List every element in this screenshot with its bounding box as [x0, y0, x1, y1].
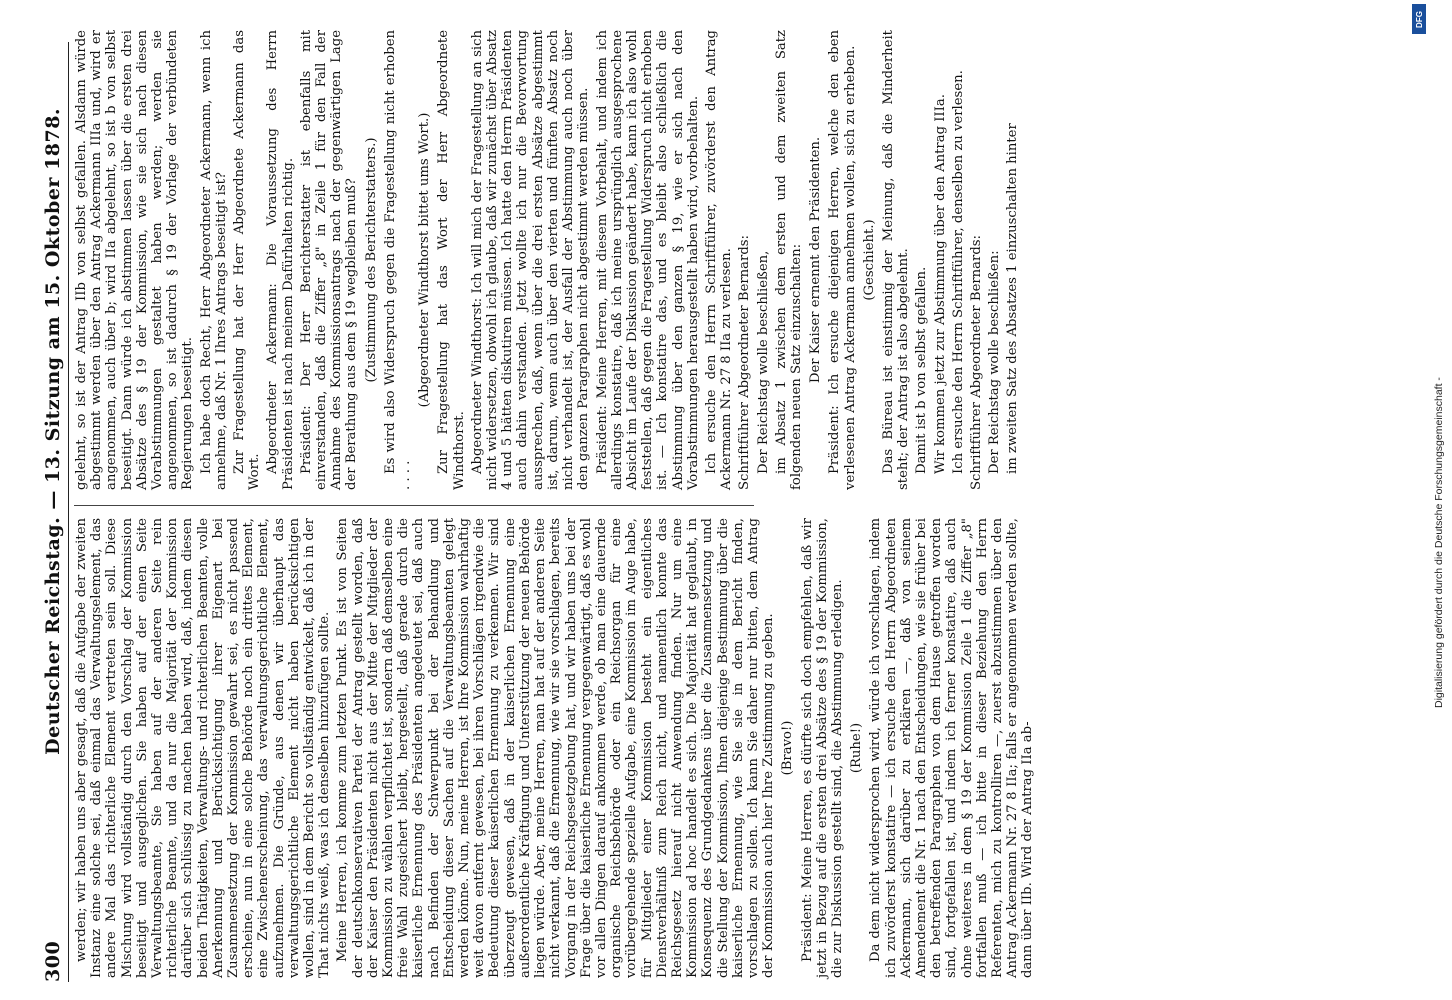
- paragraph: Abgeordneter Ackermann: Die Voraussetzung des Herrn Präsidenten ist nach meinem Dafürhalten richtig.: [265, 30, 296, 490]
- paragraph: gelehnt, so ist der Antrag IIb von selbst gefallen. Alsdann würde abgestimmt werden über den Antrag Ackermann IIIa und, wird er angenommen, auch über b; wird IIa abgelehnt, so ist b von selbst beseitigt. Dann würde ich abstimmen lassen über die ersten drei Absätze des § 19 der Kommission, wie sie sich nach diesen Vorabstimmungen gestaltet haben werden; werden sie angenommen, so ist dadurch § 19 der Vorlage der verbündeten Regierungen beseitigt.: [74, 30, 196, 490]
- right-column: [74, 30, 1021, 490]
- paragraph: Zur Fragestellung hat der Herr Abgeordnete Ackermann das Wort.: [232, 30, 263, 490]
- interjection: (Geschieht.): [861, 219, 877, 301]
- speaker-line: Schriftführer Abgeordneter Bernards:: [968, 235, 984, 490]
- paragraph: Der Kaiser ernennt den Präsidenten.: [808, 136, 824, 384]
- paragraph: im zweiten Satz des Absatzes 1 einzuschalten hinter: [1005, 123, 1021, 474]
- paragraph: Abgeordneter Windthorst: Ich will mich der Fragestellung an sich nicht widersetzen, obwohl ich glaube, daß wir zunächst über Absatz 4 und 5 hätten diskutiren müssen. Ich hatte den Herrn Präsidenten auch dahin verstanden. Jetzt wollte ich nur die Bevorwortung aussprechen, daß, wenn über die drei ersten Absätze abgestimmt ist, darum, wenn auch über den vierten und fünften Absatz noch nicht verhandelt ist, der Ausfall der Abstimmung auch noch über den ganzen Paragraphen nicht abgestimmt werden müssen.: [469, 30, 592, 490]
- paragraph: Der Reichstag wolle beschließen:: [987, 250, 1003, 474]
- speaker-line: Schriftführer Abgeordneter Bernards:: [737, 235, 753, 490]
- running-title: Deutscher Reichstag. — 13. Sitzung am 15. Oktober 1878.: [42, 107, 64, 755]
- paragraph: Präsident: Ich ersuche diejenigen Herren, welche den eben verlesenen Antrag Ackermann annehmen wollen, sich zu erheben.: [827, 30, 858, 490]
- paragraph: Damit ist b von selbst gefallen.: [914, 266, 930, 474]
- paragraph: Das Büreau ist einstimmig der Meinung, daß die Minderheit steht; der Antrag ist also abgelehnt.: [880, 30, 912, 490]
- left-column: [74, 518, 1036, 978]
- paragraph: Präsident: Meine Herren, mit diesem Vorbehalt, und indem ich allerdings konstatire, daß ich meine ursprünglich ausgesprochene Absicht im Laufe der Diskussion geändert habe, kann ich also wohl feststellen, daß gegen die Fragestellung Widerspruch nicht erhoben ist. — Ich konstatire das, und es bleibt also schließlich die Abstimmung über den ganzen § 19, wie er sich nach den Vorabstimmungen herausgestellt haben wird, vorbehalten.: [594, 30, 701, 490]
- paragraph: Präsident: Der Herr Berichterstatter ist ebenfalls mit einverstanden, daß die Ziffer „8" in Zeile 1 für den Fall der Annahme des Kommissionsantrags nach der gegenwärtigen Lage der Berathung aus dem § 19 wegbleiben muß?: [298, 30, 360, 490]
- paragraph: Da dem nicht widersprochen wird, würde ich vorschlagen, indem ich zuvörderst konstatire — ich ersuche den Herrn Abgeordneten Ackermann, sich darüber zu erklären —, daß von seinem Amendement die Nr. 1 nach den Entscheidungen, wie sie früher bei den betreffenden Paragraphen von dem Hause getroffen worden sind, fortgefallen ist, und indem ich ferner konstatire, daß auch ohne weiteres in dem § 19 der Kommission Zeile 1 die Ziffer „8" fortfallen muß — ich bitte in dieser Beziehung den Herrn Referenten, mich zu kontrolliren —, zuerst abzustimmen über den Antrag Ackermann Nr. 27 8 IIa; falls er angenommen werden sollte, dann über IIb. Wird der Antrag IIa ab-: [868, 518, 1036, 978]
- paragraph: Es wird also Widerspruch gegen die Fragestellung nicht erhoben . . . .: [382, 30, 414, 490]
- paragraph: Wir kommen jetzt zur Abstimmung über den Antrag IIIa.: [932, 94, 948, 474]
- paragraph: Zur Fragestellung hat das Wort der Herr Abgeordnete Windthorst.: [436, 30, 467, 490]
- paragraph: im Absatz 1 zwischen dem ersten und dem zweiten Satz folgenden neuen Satz einzuschalten:: [773, 30, 804, 490]
- running-header: [38, 42, 69, 982]
- dfg-logo: [1412, 4, 1426, 34]
- page-number: 300: [42, 940, 64, 982]
- paragraph: Meine Herren, ich komme zum letzten Punkt. Es ist von Seiten der deutschkonservativen Partei der Antrag gestellt worden, daß der Kaiser den Präsidenten nicht aus der Mitte der Mitglieder der Kommission zu wählen verpflichtet ist, sondern daß demselben eine freie Wahl zugesichert bleibt, hergestellt, daß gerade durch die kaiserliche Ernennung des Präsidenten angedeutet sei, daß auch nach Befinden der Schwerpunkt bei der Behandlung und Entscheidung dieser Sachen auf die Verwaltungsbeamten gelegt werden könne. Nun, meine Herren, ist Ihre Kommission wahrhaftig weit davon entfernt gewesen, bei ihren Vorschlägen irgendwie die Bedeutung dieser kaiserlichen Ernennung zu verkennen. Wir sind überzeugt gewesen, daß in der kaiserlichen Ernennung eine außerordentliche Kräftigung und Unterstützung der neuen Behörde liegen würde. Aber, meine Herren, man hat auf der anderen Seite nicht verkannt, daß die Ernennung, wie wir sie vorschlagen, bereits Vorgang in der Reichsgesetzgebung hat, und wir haben uns bei der Frage über die kaiserliche Ernennung vergegenwärtigt, daß es wohl vor allen Dingen darauf ankommen werde, ob man eine dauernde organische Reichsbehörde oder ein Reichsorgan für eine vorübergehende spezielle Aufgabe, eine Kommission im Auge habe, für Mitglieder einer Kommission besteht ein eigentliches Dienstverhältniß zum Reich nicht, und namentlich konnte das Reichsgesetz hierauf nicht Anwendung finden. Nur um eine Kommission ad hoc handelt es sich. Die Majorität hat geglaubt, in Konsequenz des Grundgedankens über die Zusammensetzung und die Stellung der Kommission, Ihnen diejenige Bestimmung über die kaiserliche Ernennung, wie Sie sie in dem Bericht finden, vorschlagen zu sollen. Ich kann Sie daher nur bitten, dem Antrag der Kommission auch hier Ihre Zustimmung zu geben.: [335, 518, 777, 978]
- paragraph: werden; wir haben uns aber gesagt, daß die Aufgabe der zweiten Instanz eine solche sei, daß einmal das Verwaltungselement, das andere Mal das richterliche Element vertreten sein soll. Diese Mischung wird vollständig durch den Vorschlag der Kommission beseitigt und ausgeglichen. Sie haben auf der einen Seite Verwaltungsbeamte, Sie haben auf der anderen Seite rein richterliche Beamte, und da nur die Majorität der Kommission darüber sich schlüssig zu machen haben wird, daß, indem diesen beiden Thätigkeiten, Verwaltungs- und richterlichen Beamten, volle Anerkennung und Berücksichtigung ihrer Eigenart bei Zusammensetzung der Kommission gewahrt sei, es nicht passend erscheine, nun in eine solche Behörde noch ein drittes Element, eine Zwischenerscheinung, das verwaltungsgerichtliche Element, aufzunehmen. Die Gründe, aus denen wir überhaupt das verwaltungsgerichtliche Element nicht haben berücksichtigen wollen, sind in dem Bericht so vollständig entwickelt, daß ich in der That nichts weiß, was ich denselben hinzufügen sollte.: [74, 518, 333, 978]
- interjection: (Bravo!): [780, 720, 796, 776]
- paragraph: Ich habe doch Recht, Herr Abgeordneter Ackermann, wenn ich annehme, daß Nr. 1 Ihres Antrags beseitigt ist?: [198, 30, 229, 490]
- credit-strip: [1406, 0, 1445, 1000]
- paragraph: Der Reichstag wolle beschließen,: [755, 250, 771, 474]
- credit-text: Digitalisierung gefördert durch die Deutsche Forschungsgemeinschaft -: [1433, 377, 1445, 708]
- column-divider: [74, 505, 754, 506]
- interjection: (Zustimmung des Berichterstatters.): [363, 137, 379, 383]
- dfg-logo-text: DFG: [1414, 10, 1424, 28]
- paragraph: Ich ersuche den Herrn Schriftführer, denselben zu verlesen.: [950, 70, 966, 474]
- paragraph: Ich ersuche den Herrn Schriftführer, zuvörderst den Antrag Ackermann Nr. 27 8 IIa zu verlesen.: [703, 30, 735, 490]
- interjection: (Abgeordneter Windthorst bittet ums Wort.): [417, 112, 433, 408]
- interjection: (Ruhe!): [849, 722, 865, 774]
- paragraph: Präsident: Meine Herren, es dürfte sich doch empfehlen, daß wir jetzt in Bezug auf die ersten drei Absätze des § 19 der Kommission, die zur Diskussion gestellt sind, die Abstimmung erledigen.: [799, 518, 845, 978]
